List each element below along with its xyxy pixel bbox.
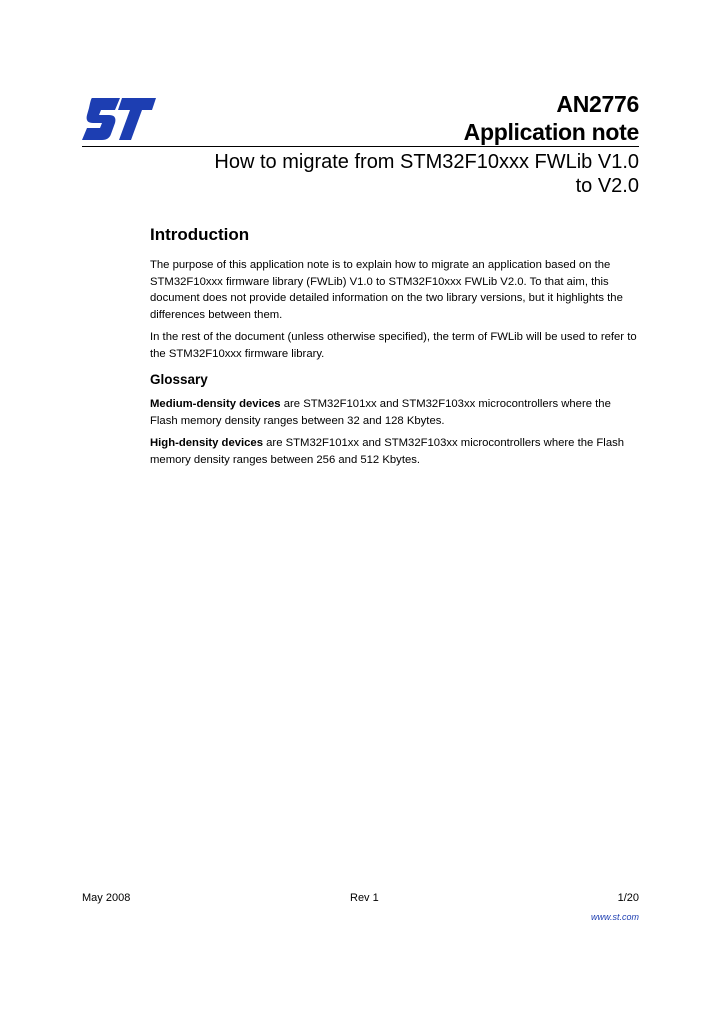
- glossary-term: High-density devices: [150, 437, 264, 449]
- document-body: [150, 225, 640, 474]
- document-title: [214, 150, 639, 198]
- footer-date: May 2008: [82, 892, 131, 904]
- header-divider: [82, 146, 639, 147]
- footer-revision: Rev 1: [350, 892, 379, 904]
- introduction-heading: Introduction: [150, 225, 250, 244]
- footer-page-number: 1/20: [617, 892, 639, 904]
- st-logo-icon: [82, 96, 156, 142]
- glossary-definition: are STM32F101xx and STM32F103xx microcontrollers where the Flash memory density ranges between 256 and 512 Kbytes.: [150, 437, 625, 466]
- glossary-definition: are STM32F101xx and STM32F103xx microcontrollers where the Flash memory density ranges between 32 and 128 Kbytes.: [150, 398, 611, 427]
- document-title-line2: to V2.0: [575, 175, 639, 197]
- introduction-paragraph-2: In the rest of the document (unless otherwise specified), the term of FWLib will be used to refer to the STM32F10xxx firmware library.: [150, 331, 637, 360]
- document-type: Application note: [463, 119, 639, 145]
- glossary-item: [150, 435, 640, 468]
- glossary-item: [150, 396, 640, 429]
- page-footer: [82, 892, 639, 906]
- document-title-line1: How to migrate from STM32F10xxx FWLib V1.0: [214, 151, 639, 173]
- website-link[interactable]: www.st.com: [590, 912, 639, 922]
- introduction-paragraph-1: The purpose of this application note is to explain how to migrate an application based on the STM32F10xxx firmware library (FWLib) V1.0 to STM32F10xxx FWLib V2.0. To that aim, this document does not provide detailed information on the two library versions, but it highlights the differences between them.: [150, 259, 623, 321]
- document-header: [214, 90, 639, 198]
- glossary-heading: Glossary: [150, 372, 208, 387]
- document-number: AN2776: [556, 91, 639, 117]
- glossary-term: Medium-density devices: [150, 398, 281, 410]
